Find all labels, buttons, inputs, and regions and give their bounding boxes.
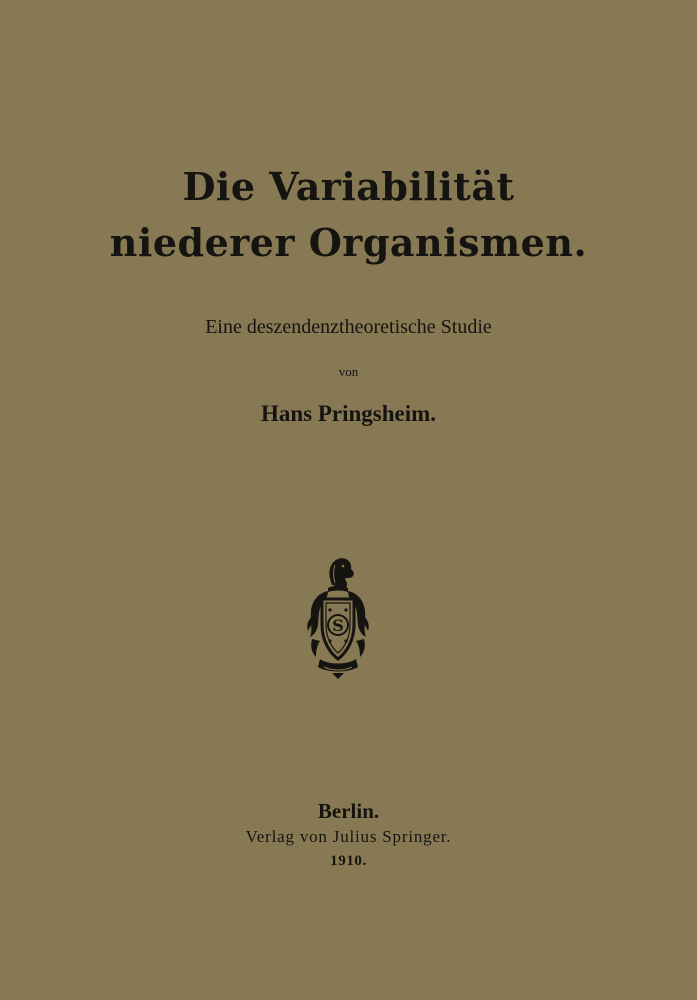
imprint-publisher: Verlag von Julius Springer. — [245, 827, 452, 846]
title-line-2: niederer Organismen. — [109, 220, 588, 265]
author-name: Hans Pringsheim. — [260, 401, 437, 426]
subtitle: Eine deszendenztheoretische Studie — [205, 316, 492, 338]
author-preposition: von — [338, 364, 359, 379]
springer-knight-emblem-icon — [302, 555, 374, 680]
title-line-1: Die Variabilität — [182, 164, 515, 209]
imprint-city: Berlin. — [317, 799, 380, 823]
emblem-monogram: S — [332, 616, 344, 635]
imprint-year: 1910. — [330, 853, 367, 869]
